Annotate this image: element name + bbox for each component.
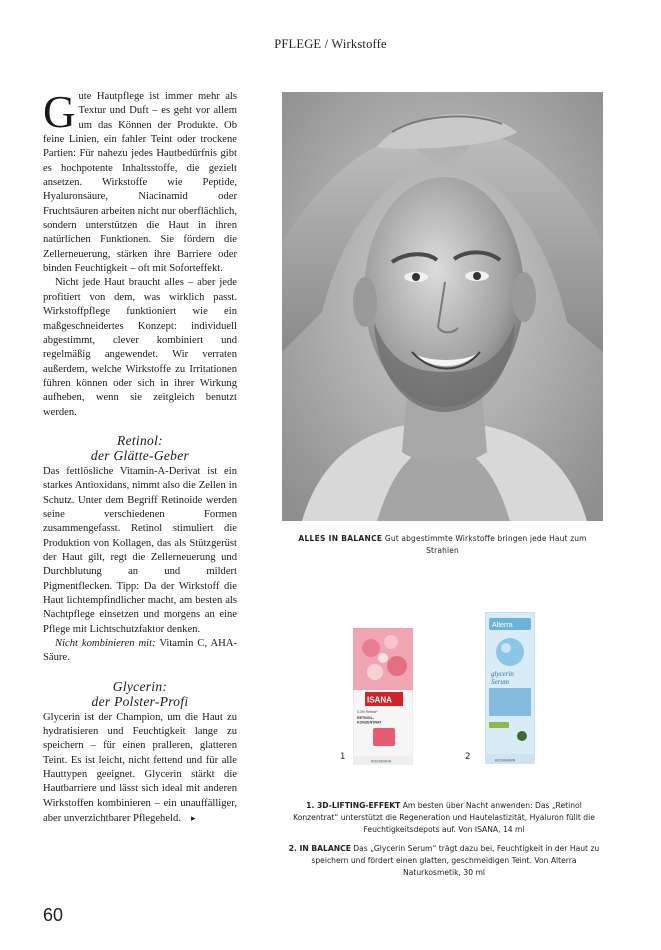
isana-brand: ISANA	[367, 695, 392, 705]
paragraph-2: Nicht jede Haut braucht alles – aber jede profitiert von dem, was wirklich passt. Wirkstoffpflege funktioniert wie ein maßgeschneidertes Konzept: individuell abgestimmt, clever kombiniert und regelmäßig angewendet. Wir verraten außerdem, welche Wirkstoffe zu Irritationen führen können oder sich in ihrer Wirkung aufheben, wenn sie zeitgleich benutzt werden.	[43, 277, 237, 418]
end-marker-icon: ▸	[190, 813, 196, 824]
retinol-heading-line2: der Glätte-Geber	[90, 447, 190, 463]
photo-caption-label: ALLES IN BALANCE	[298, 534, 383, 543]
alterra-brand: Alterra	[492, 622, 513, 629]
product-caption-2-label: 2. IN BALANCE	[288, 844, 351, 853]
article-column	[43, 87, 237, 826]
retinol-note	[43, 637, 237, 666]
retinol-paragraph: Das fettlösliche Vitamin-A-Derivat ist ein starkes Antioxidans, nimmt also die Zellen in Schutz. Unter dem Begriff Retinoide werden seine verschiedenen Formen zusammengefasst. Retinol stimuliert die Produktion von Kollagen, das als Stützgerüst der Haut gilt, regt die Zellerneuerung und Durchblutung an und mildert Pigmentflecken. Tipp: Da der Wirkstoff die Haut lichtempfindlicher macht, am besten als Nachtpflege einsetzen und morgens an eine Pflege mit Lichtschutzfaktor denken.	[43, 465, 237, 635]
intro-paragraph	[43, 87, 237, 276]
glycerin-heading	[43, 679, 237, 709]
glycerin-heading-line2: der Polster-Profi	[91, 693, 189, 709]
alterra-line1: glycerin	[491, 670, 514, 678]
product-caption-1-label: 1. 3D-LIFTING-EFFEKT	[306, 801, 401, 810]
isana-footer: ROSSMANN	[371, 759, 392, 764]
isana-line3: KONZENTRAT	[357, 720, 382, 725]
photo-caption-text: Gut abgestimmte Wirkstoffe bringen jede Haut zum Strahlen	[382, 534, 587, 555]
photo-caption	[282, 533, 603, 557]
isana-line2: RETINOL-	[357, 716, 374, 720]
retinol-note-value: Vitamin C, AHA-Säure.	[43, 638, 237, 664]
alterra-package-icon	[485, 612, 535, 764]
isana-line1: 0,3% Retinol*	[357, 710, 378, 714]
product-caption-2	[283, 843, 605, 879]
isana-package-icon	[353, 628, 413, 765]
product-alterra-glycerin	[485, 612, 535, 764]
product-captions	[283, 800, 605, 886]
product-number-1: 1	[340, 752, 346, 762]
page-number: 60	[43, 905, 64, 925]
alterra-line2: Serum	[491, 678, 509, 686]
section-header: PFLEGE / Wirkstoffe	[274, 37, 387, 51]
retinol-heading-line1: Retinol:	[117, 432, 163, 448]
product-caption-2-text: Das „Glycerin Serum“ trägt dazu bei, Feuchtigkeit in der Haut zu speichern und fördert einen glatten, geschmeidigen Teint. Von Alterra Naturkosmetik, 30 ml	[311, 844, 600, 877]
product-caption-1-text: Am besten über Nacht anwenden: Das „Retinol Konzentrat“ unterstützt die Regeneration und Hautelastizität, Hyaluron füllt die Feuchtigkeitsdepots auf. Von ISANA, 14 ml	[293, 801, 595, 834]
portrait-photo	[282, 92, 603, 521]
retinol-note-label: Nicht kombinieren mit:	[55, 638, 156, 650]
product-number-2: 2	[465, 752, 471, 762]
product-caption-1	[283, 800, 605, 836]
glycerin-heading-line1: Glycerin:	[112, 678, 168, 694]
product-isana-retinol	[353, 628, 413, 765]
portrait-illustration	[282, 92, 603, 521]
drop-cap: G	[43, 87, 76, 137]
intro-text: ute Hautpflege ist immer mehr als Textur und Duft – es geht vor allem um das Können der Produkte. Ob feine Linien, ein fahler Teint oder trockene Partien: Für nahezu jedes Hautbedürfnis gibt es hochpotente Inhaltsstoffe, die gezielt ansetzen. Wirkstoffe wie Peptide, Hyaluronsäure, Niacinamid oder Fruchtsäuren arbeiten nicht nur oberflächlich, sondern unterstützen die Haut in ihren natürlichen Funktionen. Sie fördern die Zellerneuerung, stärken ihre Barriere oder binden Feuchtigkeit – oft mit Soforteffekt.	[43, 91, 237, 275]
glycerin-text: Glycerin ist der Champion, um die Haut zu hydratisieren und Feuchtigkeit lange zu speichern – für einen pralleren, glatteren Teint. Es ist leicht, nicht fettend und für alle Hauttypen geeignet. Glycerin stärkt die Hautbarriere und lässt sich ideal mit anderen Wirkstoffen kombinieren – ein unauffälliger, aber unverzichtbarer Pflegeheld.	[43, 711, 237, 825]
retinol-heading	[43, 433, 237, 463]
glycerin-paragraph	[43, 711, 237, 827]
alterra-footer: ROSSMANN	[495, 758, 516, 763]
